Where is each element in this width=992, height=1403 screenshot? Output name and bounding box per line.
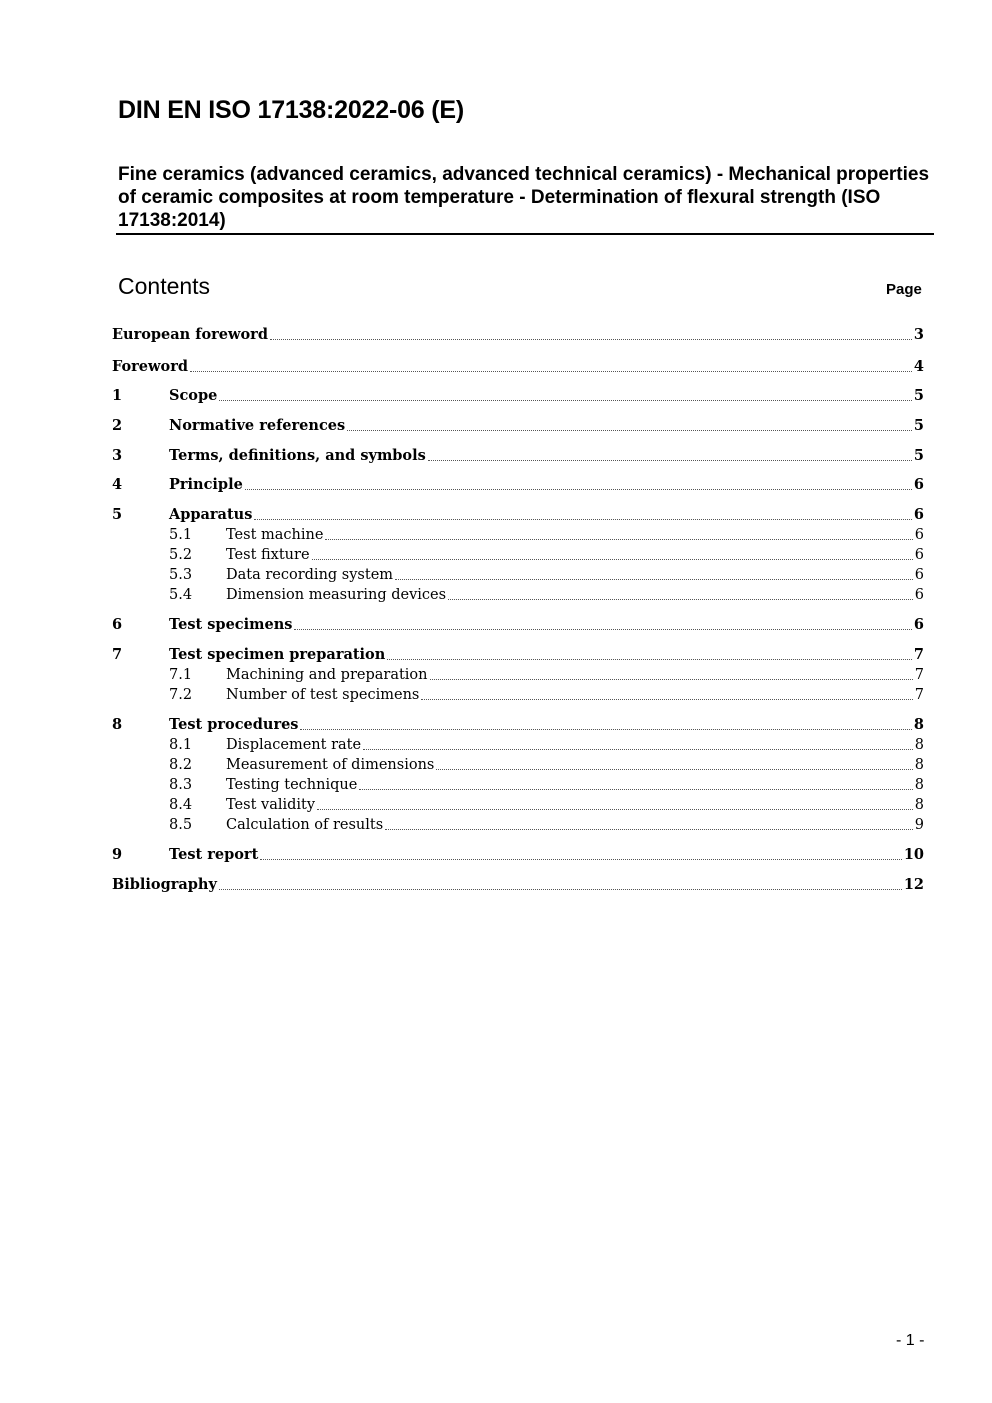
toc-leader-dots — [359, 789, 912, 790]
toc-entry-page: 7 — [914, 687, 924, 703]
toc-entry-page: 5 — [913, 417, 924, 434]
toc-entry-number: 8.2 — [169, 757, 193, 773]
toc-entry-label: Displacement rate — [226, 737, 362, 753]
toc-entry-page: 5 — [913, 387, 924, 404]
toc-entry-number-of-specimens[interactable] — [112, 685, 924, 705]
toc-entry-label: Test report — [169, 846, 259, 863]
toc-leader-dots — [385, 829, 913, 830]
toc-entry-page: 8 — [914, 797, 924, 813]
toc-entry-terms-definitions[interactable] — [112, 446, 924, 466]
page-column-heading: Page — [886, 281, 922, 298]
toc-entry-label: Number of test specimens — [226, 687, 420, 703]
toc-entry-label: Principle — [169, 476, 243, 493]
toc-entry-test-report[interactable] — [112, 845, 924, 865]
toc-entry-page: 3 — [913, 326, 924, 343]
toc-entry-label: Test validity — [226, 797, 316, 813]
toc-entry-page: 7 — [913, 646, 924, 663]
toc-entry-label: Dimension measuring devices — [226, 587, 447, 603]
toc-entry-testing-technique[interactable] — [112, 775, 924, 795]
toc-entry-test-validity[interactable] — [112, 795, 924, 815]
toc-entry-specimen-preparation[interactable] — [112, 645, 924, 665]
toc-entry-label: Normative references — [169, 417, 346, 434]
toc-entry-european-foreword[interactable] — [112, 325, 924, 345]
toc-leader-dots — [219, 889, 902, 890]
toc-entry-dimension-measuring[interactable] — [112, 585, 924, 605]
toc-leader-dots — [430, 679, 913, 680]
toc-entry-bibliography[interactable] — [112, 875, 924, 895]
toc-leader-dots — [219, 400, 912, 401]
toc-entry-page: 8 — [914, 737, 924, 753]
toc-entry-number: 5.1 — [169, 527, 193, 543]
toc-entry-test-specimens[interactable] — [112, 615, 924, 635]
toc-entry-label: Data recording system — [226, 567, 394, 583]
toc-entry-label: Test procedures — [169, 716, 299, 733]
toc-entry-label: Test specimen preparation — [169, 646, 386, 663]
toc-entry-number: 5.4 — [169, 587, 193, 603]
toc-entry-page: 8 — [913, 716, 924, 733]
toc-entry-page: 5 — [913, 447, 924, 464]
toc-entry-page: 12 — [903, 876, 924, 893]
toc-leader-dots — [436, 769, 912, 770]
toc-leader-dots — [317, 809, 913, 810]
toc-entry-page: 7 — [914, 667, 924, 683]
toc-entry-principle[interactable] — [112, 475, 924, 495]
title-divider — [116, 233, 934, 235]
toc-entry-number: 9 — [112, 846, 123, 863]
toc-entry-label: Bibliography — [112, 876, 217, 893]
toc-entry-number: 8.3 — [169, 777, 193, 793]
toc-entry-label: Test machine — [226, 527, 324, 543]
toc-entry-test-fixture[interactable] — [112, 545, 924, 565]
toc-entry-label: Test specimens — [169, 616, 293, 633]
toc-entry-page: 6 — [914, 527, 924, 543]
toc-entry-number: 7 — [112, 646, 123, 663]
toc-entry-label: Machining and preparation — [226, 667, 428, 683]
toc-leader-dots — [387, 659, 912, 660]
toc-entry-page: 6 — [914, 567, 924, 583]
toc-leader-dots — [363, 749, 913, 750]
toc-entry-label: Scope — [169, 387, 218, 404]
toc-leader-dots — [347, 430, 912, 431]
toc-entry-machining[interactable] — [112, 665, 924, 685]
toc-entry-normative-references[interactable] — [112, 416, 924, 436]
toc-leader-dots — [421, 699, 912, 700]
toc-entry-label: Terms, definitions, and symbols — [169, 447, 426, 464]
toc-entry-label: Calculation of results — [226, 817, 384, 833]
toc-entry-foreword[interactable] — [112, 357, 924, 377]
toc-leader-dots — [254, 519, 912, 520]
toc-entry-number: 3 — [112, 447, 123, 464]
toc-entry-number: 2 — [112, 417, 123, 434]
toc-leader-dots — [300, 729, 911, 730]
toc-entry-label: Foreword — [112, 358, 188, 375]
page-number: - 1 - — [896, 1332, 925, 1349]
toc-leader-dots — [325, 539, 912, 540]
toc-entry-calculation-results[interactable] — [112, 815, 924, 835]
toc-entry-page: 9 — [914, 817, 924, 833]
toc-leader-dots — [260, 859, 902, 860]
toc-leader-dots — [395, 579, 913, 580]
toc-entry-page: 6 — [914, 547, 924, 563]
toc-entry-number: 7.1 — [169, 667, 193, 683]
toc-entry-page: 10 — [903, 846, 924, 863]
toc-leader-dots — [294, 629, 912, 630]
toc-entry-number: 5 — [112, 506, 123, 523]
toc-entry-label: European foreword — [112, 326, 268, 343]
toc-entry-number: 8.1 — [169, 737, 193, 753]
toc-entry-measurement-dimensions[interactable] — [112, 755, 924, 775]
toc-entry-number: 4 — [112, 476, 123, 493]
toc-entry-number: 5.2 — [169, 547, 193, 563]
toc-entry-page: 6 — [914, 587, 924, 603]
toc-entry-number: 8.4 — [169, 797, 193, 813]
toc-entry-page: 6 — [913, 616, 924, 633]
toc-entry-label: Test fixture — [226, 547, 310, 563]
toc-entry-number: 8 — [112, 716, 123, 733]
toc-entry-scope[interactable] — [112, 386, 924, 406]
toc-entry-label: Testing technique — [226, 777, 358, 793]
toc-entry-number: 1 — [112, 387, 123, 404]
toc-entry-test-procedures[interactable] — [112, 715, 924, 735]
toc-leader-dots — [190, 371, 912, 372]
toc-entry-label: Apparatus — [169, 506, 253, 523]
toc-entry-test-machine[interactable] — [112, 525, 924, 545]
toc-leader-dots — [270, 339, 912, 340]
document-title: DIN EN ISO 17138:2022-06 (E) — [118, 96, 464, 124]
toc-leader-dots — [428, 460, 912, 461]
toc-leader-dots — [312, 559, 913, 560]
toc-entry-page: 8 — [914, 757, 924, 773]
contents-heading: Contents — [118, 273, 211, 299]
toc-entry-number: 7.2 — [169, 687, 193, 703]
toc-entry-page: 6 — [913, 506, 924, 523]
toc-entry-label: Measurement of dimensions — [226, 757, 435, 773]
toc-entry-page: 4 — [913, 358, 924, 375]
toc-entry-apparatus[interactable] — [112, 505, 924, 525]
toc-entry-displacement-rate[interactable] — [112, 735, 924, 755]
toc-entry-page: 6 — [913, 476, 924, 493]
toc-leader-dots — [448, 599, 913, 600]
toc-leader-dots — [245, 489, 912, 490]
document-subtitle: Fine ceramics (advanced ceramics, advanced technical ceramics) - Mechanical properties of ceramic composites at room temperature - Determination of flexural strength (ISO 17138:2014) — [118, 164, 930, 231]
toc-entry-data-recording[interactable] — [112, 565, 924, 585]
toc-entry-number: 6 — [112, 616, 123, 633]
toc-entry-page: 8 — [914, 777, 924, 793]
toc-entry-number: 5.3 — [169, 567, 193, 583]
toc-entry-number: 8.5 — [169, 817, 193, 833]
